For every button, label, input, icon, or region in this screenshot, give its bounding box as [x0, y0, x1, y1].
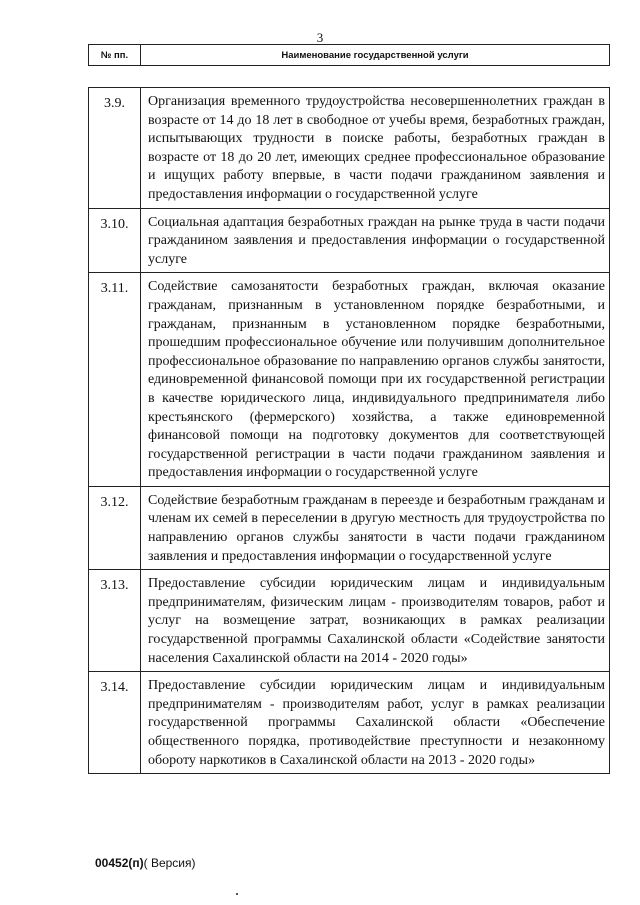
service-name: Содействие самозанятости безработных граждан, включая оказание гражданам, признанным в установленном порядке безработными, и гражданам, признанным в установленном порядке безработными, прошедшим профессиональное обучение или получившим дополнительное профессиональное образование по направлению органов службы занятости, единовременной финансовой помощи при их государственной регистрации в качестве юридического лица, индивидуального предпринимателя либо крестьянского (фермерского) хозяйства, а также единовременной финансовой помощи на подготовку документов для соответствующей государственной регистрации в части подачи гражданином заявления и предоставления информации о государственной услуге	[141, 273, 610, 487]
service-name: Содействие безработным гражданам в переезде и безработным гражданам и членам их семей в переселении в другую местность для трудоустройства по направлению органов службы занятости в части подачи гражданином заявления и предоставления информации о государственной услуге	[141, 486, 610, 569]
row-number: 3.12.	[89, 486, 141, 569]
table-row	[89, 88, 610, 209]
page-number: 3	[316, 30, 324, 45]
services-table	[88, 87, 610, 774]
table-row	[89, 570, 610, 672]
row-number: 3.14.	[89, 672, 141, 774]
document-footer	[95, 856, 196, 870]
service-name: Организация временного трудоустройства несовершеннолетних граждан в возрасте от 14 до 18 лет в свободное от учебы время, безработных граждан, испытывающих трудности в поиске работы, безработных граждан в возрасте от 18 до 20 лет, имеющих среднее профессиональное образование и ищущих работу впервые, в части подачи гражданином заявления и предоставления информации о государственной услуге	[141, 88, 610, 209]
document-version: ( Версия)	[143, 856, 196, 870]
row-number: 3.11.	[89, 273, 141, 487]
column-header-number: № пп.	[89, 45, 141, 66]
row-number: 3.13.	[89, 570, 141, 672]
scan-speck	[236, 893, 238, 895]
table-row	[89, 273, 610, 487]
service-name: Социальная адаптация безработных граждан на рынке труда в части подачи гражданином заявления и предоставления информации о государственной услуге	[141, 208, 610, 273]
service-name: Предоставление субсидии юридическим лицам и индивидуальным предпринимателям, физическим лицам - производителям товаров, работ и услуг на возмещение затрат, возникающих в рамках реализации государственной программы Сахалинской области «Содействие занятости населения Сахалинской области на 2014 - 2020 годы»	[141, 570, 610, 672]
column-header-service-name: Наименование государственной услуги	[141, 45, 610, 66]
table-row	[89, 208, 610, 273]
table-header	[88, 44, 610, 66]
table-row	[89, 486, 610, 569]
row-number: 3.10.	[89, 208, 141, 273]
table-row	[89, 672, 610, 774]
document-code: 00452(п)	[95, 856, 144, 870]
row-number: 3.9.	[89, 88, 141, 209]
service-name: Предоставление субсидии юридическим лицам и индивидуальным предпринимателям - производителям работ, услуг в рамках реализации государственной программы Сахалинской области «Обеспечение общественного порядка, противодействие преступности и незаконному обороту наркотиков в Сахалинской области на 2013 - 2020 годы»	[141, 672, 610, 774]
